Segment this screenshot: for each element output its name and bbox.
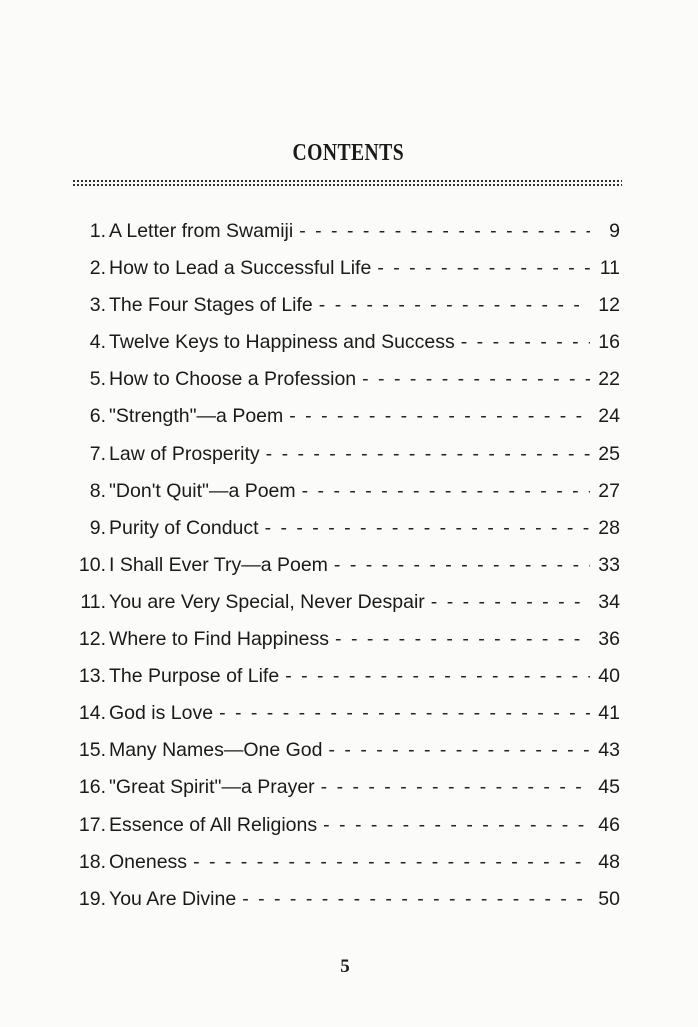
toc-entry — [65, 739, 620, 776]
page-number: 5 — [340, 956, 350, 977]
toc-entry-title: Purity of Conduct — [109, 516, 259, 539]
dot-leader — [302, 480, 590, 503]
toc-entry-title: Essence of All Religions — [109, 813, 318, 836]
dot-leader — [299, 220, 590, 243]
toc-entry-title: "Don't Quit"—a Poem — [109, 479, 296, 502]
toc-entry-number: 1. — [89, 220, 106, 242]
toc-entry-page: 36 — [598, 628, 620, 651]
toc-entry-number: 13. — [78, 665, 106, 688]
toc-entry — [65, 702, 620, 739]
toc-entry-title: Oneness — [109, 850, 188, 873]
toc-entry-page: 45 — [598, 776, 620, 799]
toc-entry — [65, 665, 620, 702]
dot-leader — [266, 443, 590, 466]
toc-entry — [65, 517, 620, 554]
toc-entry-number: 4. — [89, 331, 106, 354]
toc-entry-number: 2. — [89, 257, 106, 280]
toc-entry-page: 25 — [598, 442, 620, 465]
dot-leader — [461, 331, 590, 354]
toc-entry-title: I Shall Ever Try—a Poem — [109, 553, 328, 576]
toc-entry-number: 16. — [78, 776, 106, 799]
dot-leader — [335, 628, 590, 651]
toc-entry — [65, 294, 620, 331]
toc-entry — [65, 405, 620, 442]
toc-entry-number: 15. — [78, 739, 106, 762]
toc-entry-title: Many Names—One God — [109, 739, 323, 762]
toc-entry-title: Law of Prosperity — [109, 442, 260, 465]
toc-entry-title: "Great Spirit"—a Prayer — [109, 776, 315, 799]
dot-leader — [431, 591, 590, 614]
dot-leader — [285, 665, 590, 688]
toc-entry-title: The Four Stages of Life — [109, 294, 313, 317]
toc-entry-page: 9 — [609, 220, 620, 242]
toc-entry-page: 22 — [598, 368, 620, 391]
toc-entry — [65, 257, 620, 294]
toc-entry — [65, 628, 620, 665]
toc-entry — [65, 888, 620, 925]
toc-entry-title: How to Choose a Profession — [109, 368, 357, 391]
toc-entry-number: 19. — [78, 887, 106, 910]
toc-entry — [65, 851, 620, 888]
toc-entry-number: 8. — [89, 479, 106, 502]
toc-entry-title: You are Very Special, Never Despair — [109, 590, 425, 613]
toc-entry-number: 10. — [78, 553, 106, 576]
toc-entry-number: 9. — [89, 516, 106, 539]
dot-leader — [323, 814, 590, 837]
page-title: CONTENTS — [292, 140, 405, 166]
dot-leader — [334, 554, 590, 577]
toc-entry-page: 27 — [598, 479, 620, 502]
toc-entry-title: "Strength"—a Poem — [109, 405, 284, 428]
toc-entry-page: 50 — [598, 887, 620, 910]
toc-entry — [65, 331, 620, 368]
toc-entry-number: 17. — [78, 813, 106, 836]
toc-entry-page: 48 — [598, 850, 620, 873]
toc-entry-page: 28 — [598, 516, 620, 539]
toc-entry — [65, 814, 620, 851]
toc-entry-page: 12 — [598, 294, 620, 317]
toc-entry-number: 18. — [78, 850, 106, 873]
dot-leader — [377, 257, 590, 280]
toc-entry-number: 7. — [89, 442, 106, 465]
dot-leader — [362, 368, 590, 391]
toc-entry-number: 14. — [78, 702, 106, 725]
toc-entry-title: A Letter from Swamiji — [109, 220, 294, 242]
toc-entry-title: Where to Find Happiness — [109, 628, 330, 651]
toc-entry-number: 3. — [89, 294, 106, 317]
table-of-contents — [65, 220, 620, 925]
toc-entry — [65, 554, 620, 591]
dot-leader — [319, 294, 590, 317]
toc-entry-title: The Purpose of Life — [109, 665, 280, 688]
toc-entry-title: God is Love — [109, 702, 214, 725]
dot-leader — [321, 776, 590, 799]
toc-entry-page: 41 — [598, 702, 620, 725]
toc-entry — [65, 220, 620, 257]
dot-leader — [193, 851, 590, 874]
dot-leader — [219, 702, 590, 725]
toc-entry — [65, 776, 620, 813]
toc-entry-number: 11. — [80, 590, 106, 613]
toc-entry — [65, 368, 620, 405]
toc-entry-number: 6. — [89, 405, 106, 428]
toc-entry — [65, 480, 620, 517]
dot-leader — [242, 888, 590, 911]
dot-leader — [289, 405, 590, 428]
toc-entry-title: Twelve Keys to Happiness and Success — [109, 331, 455, 354]
dot-leader — [329, 739, 590, 762]
toc-entry-number: 5. — [89, 368, 106, 391]
toc-entry — [65, 591, 620, 628]
toc-entry-page: 16 — [598, 331, 620, 354]
toc-entry-page: 11 — [599, 257, 620, 280]
toc-entry-page: 46 — [598, 813, 620, 836]
toc-entry — [65, 443, 620, 480]
toc-entry-number: 12. — [78, 628, 106, 651]
dot-leader — [265, 517, 590, 540]
toc-entry-title: You Are Divine — [109, 887, 237, 910]
toc-entry-page: 43 — [598, 739, 620, 762]
toc-entry-page: 24 — [598, 405, 620, 428]
toc-entry-page: 33 — [598, 553, 620, 576]
dotted-divider — [73, 180, 622, 186]
toc-entry-title: How to Lead a Successful Life — [109, 257, 372, 280]
toc-entry-page: 34 — [598, 590, 620, 613]
toc-entry-page: 40 — [598, 665, 620, 688]
